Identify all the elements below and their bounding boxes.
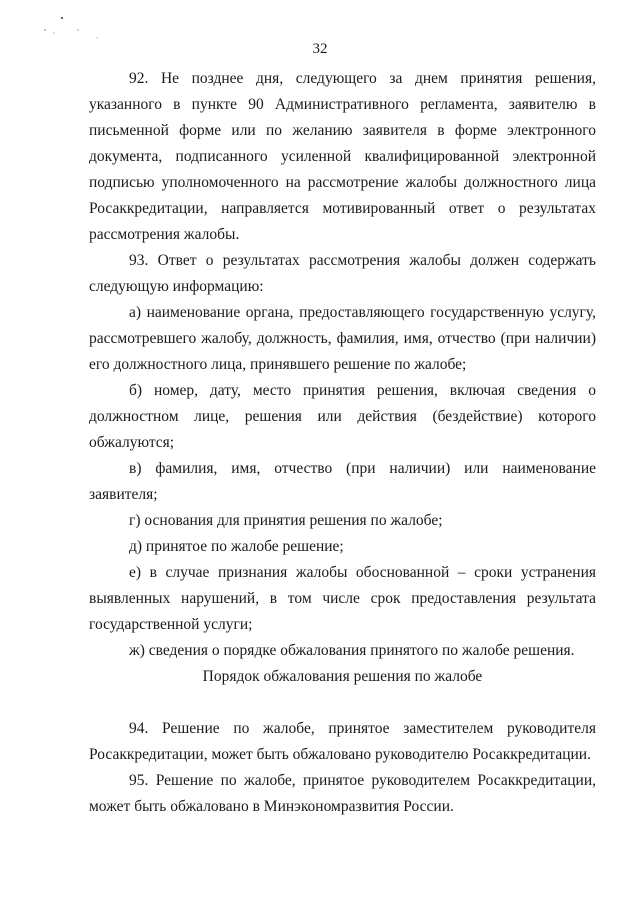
list-item-a: а) наименование органа, предоставляющего государственную услугу, рассмотревшего жалобу, должность, фамилия, имя, отчество (при наличии) его должностного лица, принявшего решение по жалобе; (89, 304, 596, 373)
paragraph-95: 95. Решение по жалобе, принятое руководителем Росаккредитации, может быть обжаловано в Минэкономразвития России. (89, 772, 596, 815)
list-item-d: д) принятое по жалобе решение; (129, 538, 344, 555)
section-heading: Порядок обжалования решения по жалобе (202, 668, 483, 685)
paragraph-93: 93. Ответ о результатах рассмотрения жалобы должен содержать следующую информацию: (89, 252, 596, 295)
list-item-g: г) основания для принятия решения по жалобе; (129, 512, 443, 529)
document-body (89, 66, 596, 820)
page-number: 32 (312, 41, 328, 57)
list-item-zh: ж) сведения о порядке обжалования принятого по жалобе решения. (129, 642, 575, 659)
paragraph-94: 94. Решение по жалобе, принятое заместителем руководителя Росаккредитации, может быть обжаловано руководителю Росаккредитации. (89, 720, 596, 763)
paragraph-92: 92. Не позднее дня, следующего за днем принятия решения, указанного в пункте 90 Административного регламента, заявителю в письменной форме или по желанию заявителя в форме электронного документа, подписанного усиленной квалифицированной электронной подписью уполномоченного на рассмотрение жалобы должностного лица Росаккредитации, направляется мотивированный ответ о результатах рассмотрения жалобы. (89, 70, 596, 243)
list-item-b: б) номер, дату, место принятия решения, включая сведения о должностном лице, решения или действия (бездействие) которого обжалуются; (89, 382, 596, 451)
list-item-v: в) фамилия, имя, отчество (при наличии) или наименование заявителя; (89, 460, 596, 503)
list-item-e: е) в случае признания жалобы обоснованной – сроки устранения выявленных нарушений, в том числе срок предоставления результата государственной услуги; (89, 564, 596, 633)
